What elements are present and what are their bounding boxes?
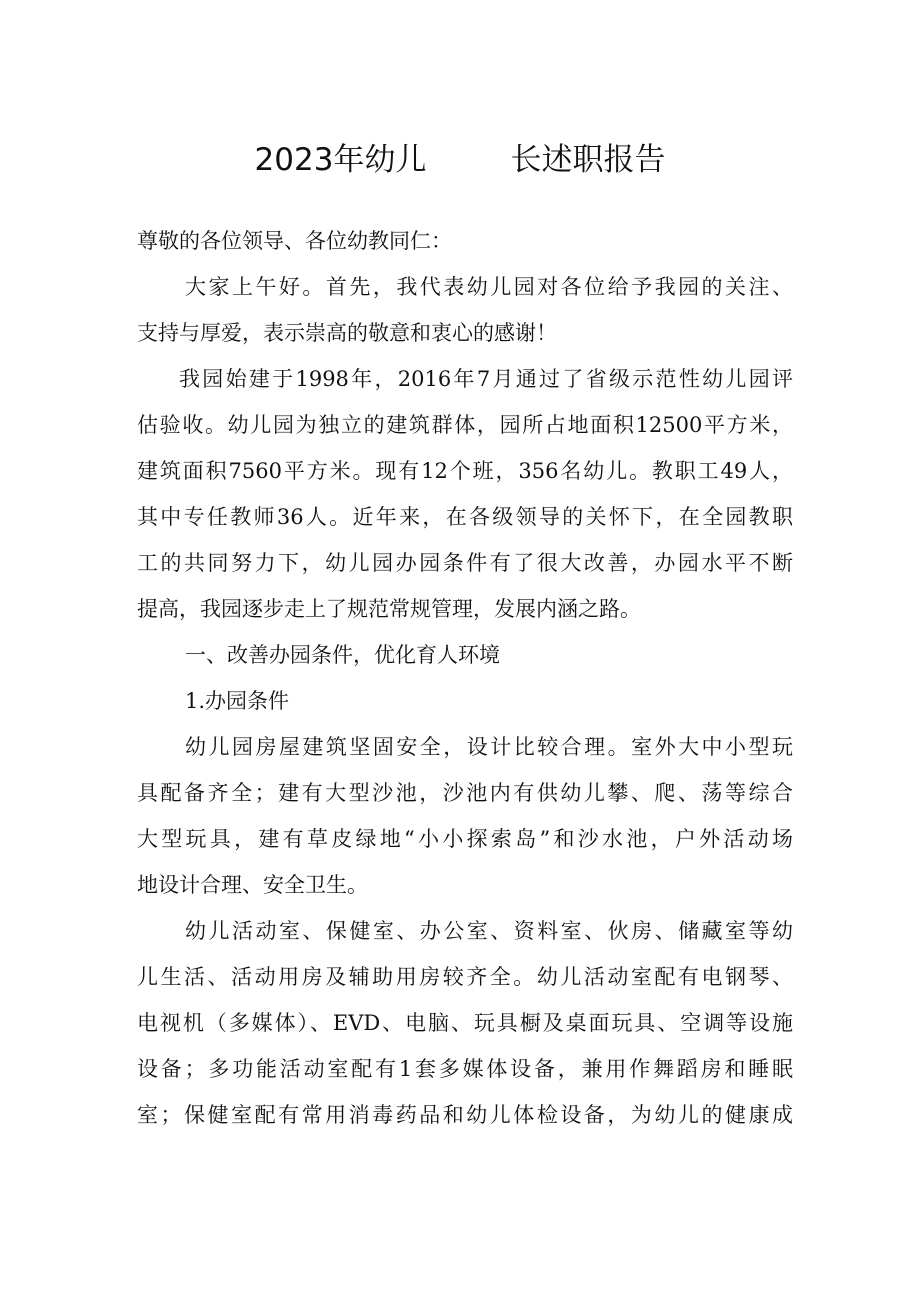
paragraph-line: 具配备齐全；建有大型沙池，沙池内有供幼儿攀、爬、荡等综合	[137, 781, 793, 805]
section-heading: 一、改善办园条件，优化育人环境	[185, 643, 500, 667]
paragraph-line: 工的共同努力下，幼儿园办园条件有了很大改善，办园水平不断	[137, 551, 793, 575]
paragraph-line: 儿生活、活动用房及辅助用房较齐全。幼儿活动室配有电钢琴、	[137, 965, 793, 989]
paragraph-line: 幼儿园房屋建筑坚固安全，设计比较合理。室外大中小型玩	[185, 735, 793, 759]
paragraph-line: 建筑面积7560平方米。现有12个班，356名幼儿。教职工49人，	[137, 459, 793, 483]
paragraph-line: 其中专任教师36人。近年来，在各级领导的关怀下，在全园教职	[137, 505, 793, 529]
paragraph-line: 我园始建于1998年，2016年7月通过了省级示范性幼儿园评	[179, 367, 793, 391]
paragraph-line: 提高，我园逐步走上了规范常规管理，发展内涵之路。	[137, 597, 641, 621]
paragraph-line: 电视机（多媒体）、EVD、电脑、玩具橱及桌面玩具、空调等设施	[137, 1011, 793, 1035]
title-part-1: 2023年幼儿	[254, 142, 427, 178]
paragraph-line: 幼儿活动室、保健室、办公室、资料室、伙房、储藏室等幼	[185, 919, 793, 943]
document-body	[137, 218, 793, 1138]
subsection-heading: 1.办园条件	[185, 689, 290, 713]
paragraph-line: 估验收。幼儿园为独立的建筑群体，园所占地面积12500平方米，	[137, 413, 793, 437]
salutation: 尊敬的各位领导、各位幼教同仁：	[137, 229, 452, 253]
document-title	[0, 138, 920, 182]
paragraph-line: 地设计合理、安全卫生。	[137, 873, 368, 897]
title-part-2: 长述职报告	[510, 142, 666, 178]
paragraph-line: 室；保健室配有常用消毒药品和幼儿体检设备，为幼儿的健康成	[137, 1103, 793, 1127]
paragraph-line: 设备；多功能活动室配有1套多媒体设备，兼用作舞蹈房和睡眠	[137, 1057, 793, 1081]
paragraph-line: 大型玩具，建有草皮绿地“小小探索岛”和沙水池，户外活动场	[137, 827, 793, 851]
paragraph-line: 大家上午好。首先，我代表幼儿园对各位给予我园的关注、	[185, 275, 793, 299]
paragraph-line: 支持与厚爱，表示崇高的敬意和衷心的感谢！	[137, 321, 557, 345]
